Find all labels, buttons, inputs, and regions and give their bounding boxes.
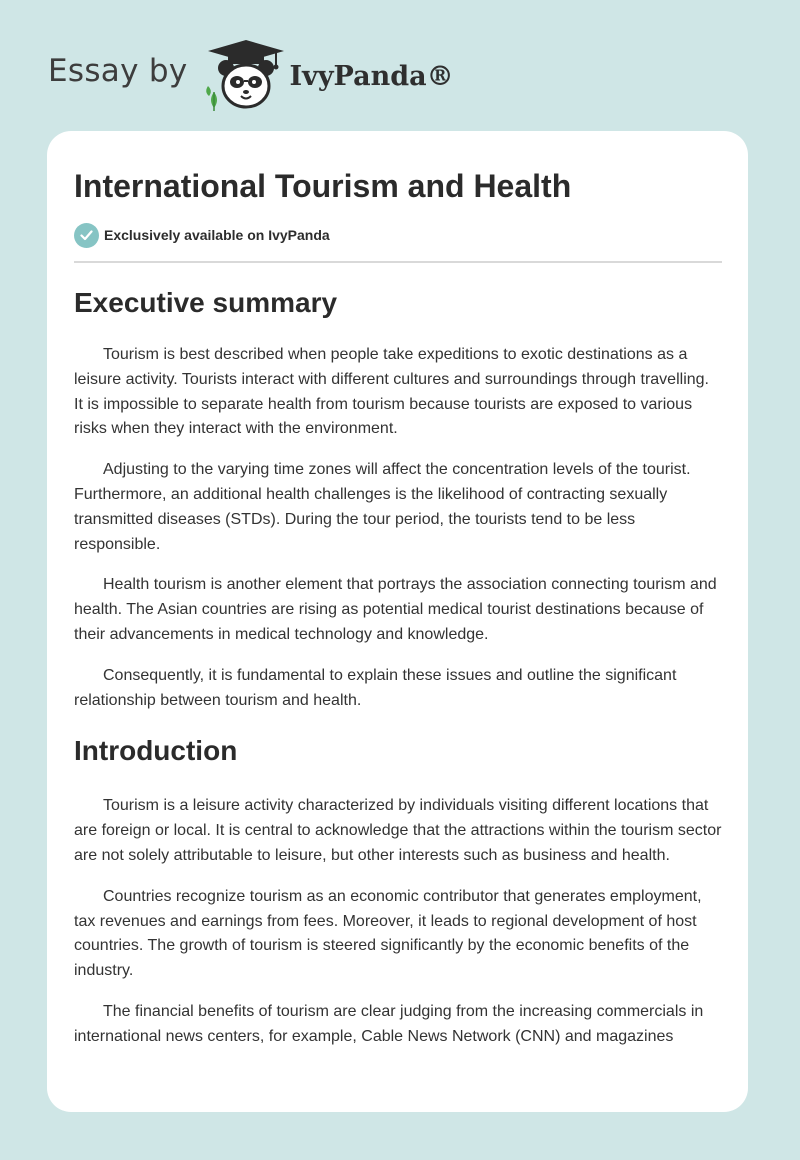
essay-card <box>47 131 748 1112</box>
section-heading: Executive summary <box>74 287 338 318</box>
paragraph: Countries recognize tourism as an economic contributor that generates employment, tax revenues and earnings from fees. Moreover, it leads to regional development of host countries. The growth of tourism is steered significantly by the economic benefits of the industry. <box>74 887 702 980</box>
section-executive-summary <box>74 286 722 713</box>
paragraph: Health tourism is another element that portrays the association connecting tourism and health. The Asian countries are rising as potential medical tourist destinations because of their advancements in medical technology and knowledge. <box>74 576 717 643</box>
exclusive-badge <box>74 222 722 248</box>
essay-by-label: Essay by <box>48 53 188 89</box>
paragraph: Consequently, it is fundamental to explain these issues and outline the significant relationship between tourism and health. <box>74 666 677 709</box>
check-icon <box>74 223 99 248</box>
section-introduction <box>74 734 722 1049</box>
section-heading: Introduction <box>74 735 238 767</box>
paragraph: Tourism is best described when people take expeditions to exotic destinations as a leisure activity. Tourists interact with different cultures and surroundings through travelling. It is impossible to separate health from tourism because tourists are exposed to various risks when they interact with the environment. <box>74 346 709 438</box>
divider <box>74 261 722 263</box>
page-title: International Tourism and Health <box>74 168 572 204</box>
paragraph: Tourism is a leisure activity characterized by individuals visiting different locations that are foreign or local. It is central to acknowledge that the attractions within the tourism sector are not solely attributable to leisure, but other interests such as business and health. <box>74 797 722 864</box>
paragraph: The financial benefits of tourism are clear judging from the increasing commercials in international news centers, for example, Cable News Network (CNN) and magazines <box>74 1002 704 1045</box>
paragraph: Adjusting to the varying time zones will affect the concentration levels of the tourist. Furthermore, an additional health challenges is the likelihood of contracting sexually transmitted diseases (STDs). During the tour period, the tourists tend to be less responsible. <box>74 461 691 553</box>
brand-name: IvyPanda® <box>289 60 454 92</box>
panda-logo-icon <box>204 36 288 112</box>
brand-header[interactable] <box>48 36 454 112</box>
badge-text: Exclusively available on IvyPanda <box>104 227 330 243</box>
